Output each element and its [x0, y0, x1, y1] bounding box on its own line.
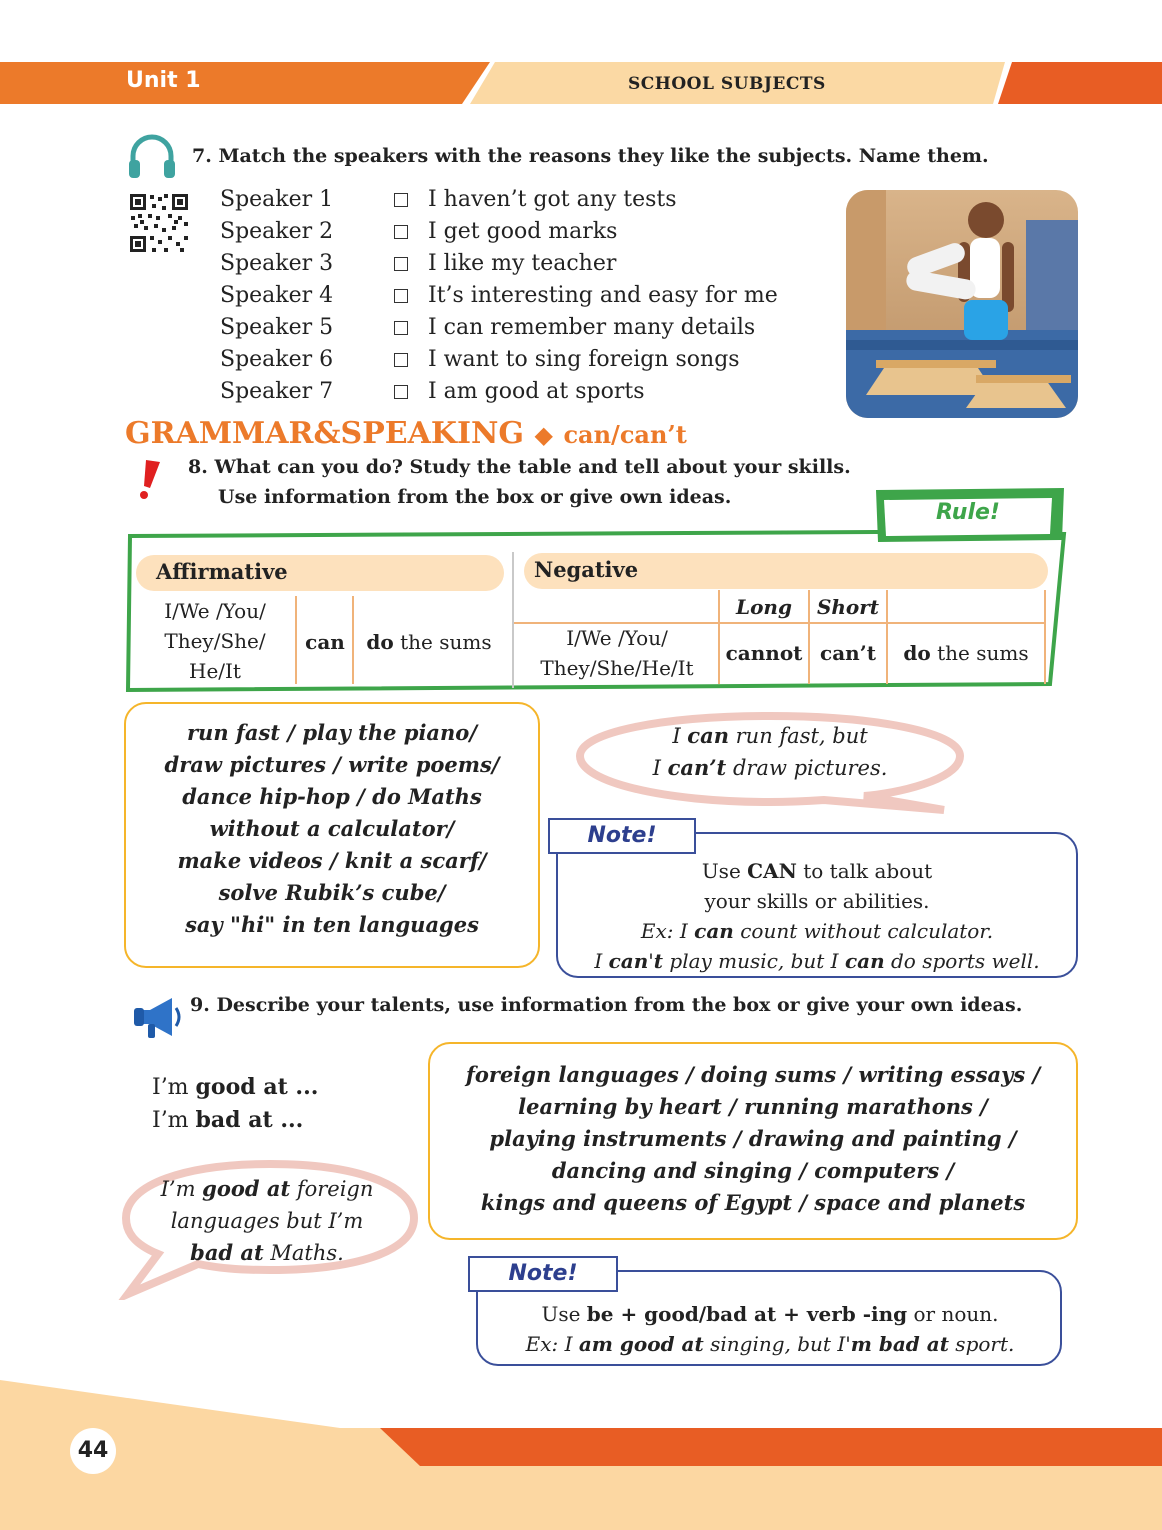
starter-bold: ...: [287, 1074, 319, 1100]
starter-bold: bad at: [195, 1107, 273, 1133]
note-seg: count without calculator.: [733, 919, 994, 943]
note-seg: or noun.: [907, 1302, 999, 1326]
bubble-bold: can’t: [667, 755, 727, 780]
megaphone-icon: [132, 994, 184, 1040]
note-bold: m bad at: [850, 1332, 949, 1356]
list-item: [220, 312, 755, 344]
table-divider: [512, 552, 514, 688]
checkbox[interactable]: [394, 225, 408, 239]
note-seg: Ex: I: [640, 919, 695, 943]
bubble-seg: run fast, but: [728, 724, 868, 748]
checkbox[interactable]: [394, 257, 408, 271]
cell-line: They/She/: [164, 629, 266, 653]
table-cell: cannot: [725, 641, 803, 665]
bubble-seg: I: [672, 724, 688, 748]
topics-list: [432, 1059, 1074, 1219]
checkbox[interactable]: [394, 385, 408, 399]
bubble-seg: I’m: [160, 1177, 203, 1201]
note-bold: t: [653, 949, 664, 973]
affirmative-header: Affirmative: [156, 559, 288, 584]
table-divider: [295, 596, 297, 684]
phrase-line: make videos / knit a scarf/: [177, 848, 487, 873]
speaker-label: Speaker 1: [220, 187, 334, 212]
reason-text: I like my teacher: [428, 251, 617, 276]
note-bold: can: [694, 919, 734, 943]
topic-line: learning by heart / running marathons /: [518, 1094, 988, 1119]
note-seg: Use: [701, 859, 748, 883]
phrase-line: draw pictures / write poems/: [164, 752, 500, 777]
ex7-title: 7. Match the speakers with the reasons they like the subjects. Name them.: [192, 145, 989, 167]
bubble-seg: foreign: [290, 1177, 374, 1201]
speaker-label: Speaker 4: [220, 283, 334, 308]
speaker-label: Speaker 5: [220, 315, 334, 340]
cell-text: the sums: [930, 641, 1029, 665]
cell-line: He/It: [189, 659, 241, 683]
gymnast-photo: [846, 190, 1078, 418]
note-seg: sport.: [948, 1332, 1015, 1356]
footer-band: [0, 1380, 1162, 1530]
checkbox[interactable]: [394, 289, 408, 303]
cell-line: I/We /You/: [566, 626, 668, 650]
note-line: your skills or abilities.: [704, 889, 930, 913]
table-divider: [352, 596, 354, 684]
bubble-line: languages but I’m: [170, 1209, 364, 1233]
phrase-line: run fast / play the piano/: [186, 720, 477, 745]
phrases-list: [128, 717, 536, 941]
note-seg: ': [648, 949, 654, 973]
checkbox[interactable]: [394, 193, 408, 207]
topic-line: dancing and singing / computers /: [551, 1158, 955, 1183]
section-subtitle: can/can’t: [563, 420, 687, 449]
bubble-bold: bad at: [190, 1240, 264, 1265]
list-item: [220, 344, 740, 376]
note-text: [560, 856, 1074, 976]
phrase-line: without a calculator/: [209, 816, 455, 841]
sentence-starters: [152, 1071, 318, 1137]
subject-label: SCHOOL SUBJECTS: [628, 74, 826, 94]
speaker-label: Speaker 7: [220, 379, 334, 404]
headphones-icon: [127, 134, 177, 180]
bubble-seg: I: [652, 756, 668, 780]
speaker-label: Speaker 6: [220, 347, 334, 372]
table-divider: [1044, 590, 1046, 684]
note-tag: Note!: [548, 818, 696, 854]
reason-text: I get good marks: [428, 219, 618, 244]
note-seg: singing, but I': [703, 1332, 851, 1356]
unit-label: Unit 1: [126, 68, 201, 93]
note-seg: I: [594, 949, 609, 973]
ex8-instruction: 8. What can you do? Study the table and tell about your skills.: [188, 456, 851, 478]
note-tag: Note!: [468, 1256, 618, 1292]
starter-seg: I’m: [152, 1108, 196, 1133]
table-cell: [516, 623, 718, 683]
speaker-label: Speaker 2: [220, 219, 334, 244]
note-bold: be + good/bad at + verb -ing: [586, 1302, 908, 1326]
bubble-seg: Maths.: [263, 1241, 344, 1265]
starter-bold: ...: [272, 1107, 304, 1133]
reason-text: It’s interesting and easy for me: [428, 283, 778, 308]
bubble-seg: draw pictures.: [726, 756, 888, 780]
rule-tag: Rule!: [936, 500, 1000, 525]
starter-bold: good at: [195, 1074, 288, 1100]
phrase-line: dance hip-hop / do Maths: [182, 784, 482, 809]
bubble-bold: can: [687, 723, 729, 748]
topic-line: playing instruments / drawing and painting /: [489, 1126, 1017, 1151]
table-cell: Long: [736, 595, 792, 619]
note-seg: Use: [541, 1302, 587, 1326]
table-cell: [356, 627, 502, 657]
reason-text: I want to sing foreign songs: [428, 347, 740, 372]
list-item: [220, 216, 617, 248]
diamond-icon: ◆: [534, 420, 553, 449]
section-heading: [125, 416, 687, 451]
cell-line: I/We /You/: [164, 599, 266, 623]
speaker-label: Speaker 3: [220, 251, 334, 276]
topic-line: foreign languages / doing sums / writing essays /: [465, 1062, 1041, 1087]
table-cell: Short: [816, 595, 880, 619]
note-bold: CAN: [747, 859, 797, 883]
list-item: [220, 376, 645, 408]
note-seg: to talk about: [796, 859, 933, 883]
note-bold: can: [608, 949, 649, 973]
qr-code-icon[interactable]: [128, 192, 190, 254]
list-item: [220, 280, 778, 312]
cell-text: the sums: [393, 630, 492, 654]
reason-text: I am good at sports: [428, 379, 645, 404]
checkbox[interactable]: [394, 321, 408, 335]
reason-text: I haven’t got any tests: [428, 187, 677, 212]
section-title: GRAMMAR&SPEAKING: [125, 416, 525, 451]
reason-text: I can remember many details: [428, 315, 756, 340]
note-seg: play music, but I: [663, 949, 845, 973]
list-item: [220, 184, 677, 216]
note-seg: Ex: I: [525, 1332, 579, 1356]
table-cell: [140, 596, 290, 686]
ex9-title: 9. Describe your talents, use information from the box or give your own ideas.: [190, 994, 1023, 1016]
bubble-text: [590, 720, 950, 784]
phrase-line: say "hi" in ten languages: [185, 912, 479, 937]
note-bold: am good at: [578, 1332, 704, 1356]
note-seg: do sports well.: [884, 949, 1040, 973]
ex8-instruction: Use information from the box or give own ideas.: [218, 486, 732, 508]
note-bold: can: [844, 949, 885, 973]
table-cell: [888, 638, 1044, 668]
checkbox[interactable]: [394, 353, 408, 367]
bubble-bold: good at: [202, 1176, 291, 1201]
negative-header: Negative: [534, 557, 639, 582]
starter-seg: I’m: [152, 1075, 196, 1100]
table-cell: can: [305, 630, 345, 654]
cell-bold: do: [366, 630, 394, 654]
table-cell: can’t: [820, 641, 876, 665]
cell-line: They/She/He/It: [540, 656, 694, 680]
phrase-line: solve Rubik’s cube/: [218, 880, 446, 905]
page-number: 44: [70, 1428, 116, 1474]
table-divider: [886, 590, 888, 684]
note-text: [482, 1299, 1058, 1359]
bubble-text: [132, 1173, 402, 1269]
cell-bold: do: [903, 641, 931, 665]
topic-line: kings and queens of Egypt / space and planets: [480, 1190, 1026, 1215]
list-item: [220, 248, 616, 280]
